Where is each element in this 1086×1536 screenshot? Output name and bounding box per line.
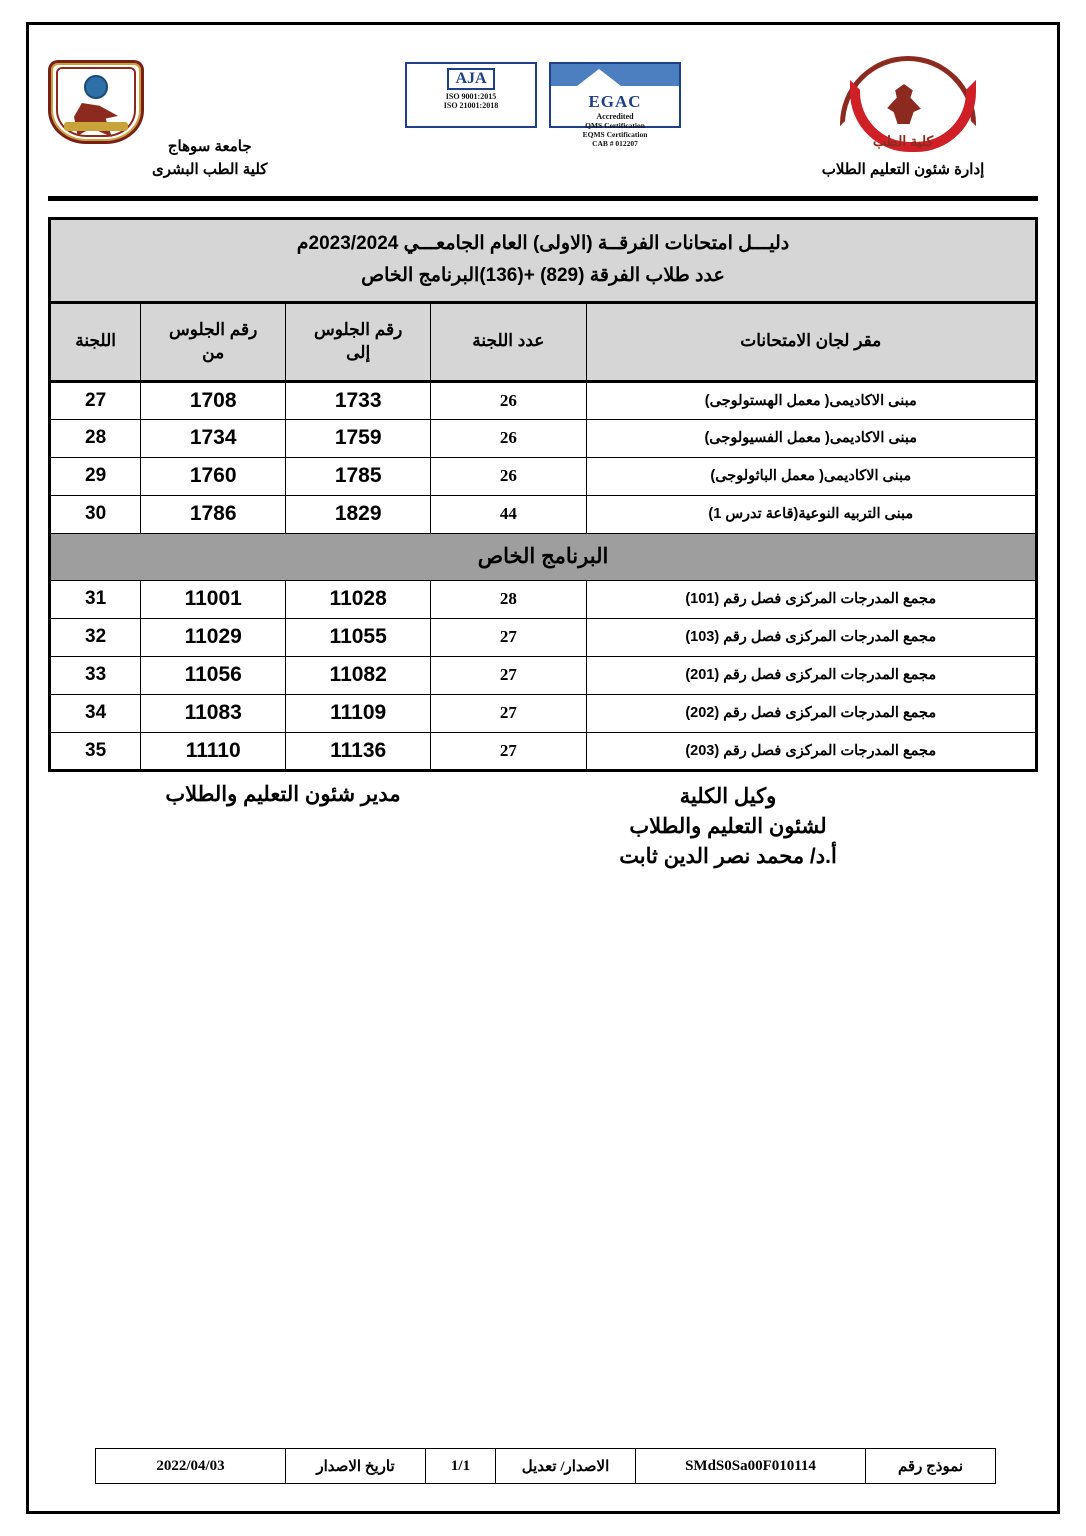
faculty-name: كلية الطب البشرى (152, 160, 268, 178)
exam-schedule-table (48, 217, 1038, 772)
footer-date-value: 2022/04/03 (96, 1449, 286, 1484)
cell-count: 26 (431, 381, 586, 419)
column-header-seat-from-line2: من (202, 342, 225, 362)
column-header-seat-from (141, 302, 286, 381)
cell-count: 28 (431, 580, 586, 618)
aja-certificate-icon (405, 62, 537, 128)
cell-seat-from: 11083 (141, 694, 286, 732)
footer-revision-value: 1/1 (426, 1449, 496, 1484)
cell-seat-from: 1760 (141, 457, 286, 495)
cell-room: مبنى التربيه النوعية(قاعة تدرس 1) (586, 495, 1036, 533)
cell-seat-to: 11028 (286, 580, 431, 618)
cell-room: مبنى الاكاديمى( معمل الهستولوجى) (586, 381, 1036, 419)
footer-table (95, 1448, 996, 1484)
column-header-committee: اللجنة (50, 302, 141, 381)
table-title-row (50, 219, 1037, 303)
cell-committee: 31 (50, 580, 141, 618)
footer-form-no-value: SMdS0Sa00F010114 (636, 1449, 866, 1484)
egac-certificate-icon (549, 62, 681, 148)
cell-room: مجمع المدرجات المركزى فصل رقم (202) (586, 694, 1036, 732)
cell-seat-to: 1785 (286, 457, 431, 495)
cell-room: مبنى الاكاديمى( معمل الباثولوجى) (586, 457, 1036, 495)
cell-seat-to: 11055 (286, 618, 431, 656)
cell-count: 44 (431, 495, 586, 533)
footer-row (96, 1449, 996, 1484)
cell-count: 27 (431, 656, 586, 694)
table-header-row (50, 302, 1037, 381)
signature-vice-dean-name: أ.د/ محمد نصر الدين ثابت (619, 845, 837, 869)
document-footer (96, 1448, 996, 1484)
footer-date-label: تاريخ الاصدار (286, 1449, 426, 1484)
faculty-logo-label: كلية الطب (872, 133, 934, 149)
signature-vice-dean-line2: لشئون التعليم والطلاب (629, 815, 827, 839)
signature-block (48, 782, 1038, 873)
signature-vice-dean-line1: وكيل الكلية (679, 784, 777, 808)
university-name-block (152, 40, 267, 181)
cell-room: مجمع المدرجات المركزى فصل رقم (101) (586, 580, 1036, 618)
department-label: إدارة شئون التعليم الطلاب (821, 161, 985, 178)
cell-seat-to: 11109 (286, 694, 431, 732)
column-header-seat-from-line1: رقم الجلوس (168, 319, 258, 339)
cell-seat-to: 11082 (286, 656, 431, 694)
aja-iso21001-label: ISO 21001:2018 (443, 101, 499, 110)
cell-committee: 30 (50, 495, 141, 533)
document-header (48, 40, 1038, 190)
faculty-of-medicine-logo-icon (828, 54, 978, 150)
column-header-seat-to-line1: رقم الجلوس (313, 319, 403, 339)
cell-seat-to: 1829 (286, 495, 431, 533)
university-name: جامعة سوهاج (167, 138, 252, 155)
cell-committee: 34 (50, 694, 141, 732)
cell-seat-to: 1759 (286, 419, 431, 457)
cell-seat-from: 11001 (141, 580, 286, 618)
cell-committee: 33 (50, 656, 141, 694)
cell-count: 27 (431, 694, 586, 732)
university-identity (48, 40, 318, 181)
cell-seat-to: 11136 (286, 732, 431, 770)
cell-room: مجمع المدرجات المركزى فصل رقم (203) (586, 732, 1036, 770)
cell-seat-from: 11029 (141, 618, 286, 656)
cell-seat-to: 1733 (286, 381, 431, 419)
cell-committee: 27 (50, 381, 141, 419)
cell-seat-from: 1734 (141, 419, 286, 457)
table-title-line1: دليـــل امتحانات الفرقــة (الاولى) العام الجامعـــي 2023/2024م (296, 233, 790, 254)
table-title (50, 219, 1037, 303)
signature-director: مدير شئون التعليم والطلاب (165, 782, 401, 806)
aja-iso9001-label: ISO 9001:2015 (445, 92, 497, 101)
aja-mark-label: AJA (447, 68, 494, 90)
cell-count: 27 (431, 732, 586, 770)
cell-committee: 35 (50, 732, 141, 770)
faculty-identity (768, 40, 1038, 178)
table-section-row (50, 533, 1037, 580)
egac-eqms-label: EQMS Certification (582, 130, 648, 139)
table-row (50, 419, 1037, 457)
cell-room: مجمع المدرجات المركزى فصل رقم (103) (586, 618, 1036, 656)
table-row (50, 381, 1037, 419)
cell-count: 26 (431, 457, 586, 495)
cell-room: مجمع المدرجات المركزى فصل رقم (201) (586, 656, 1036, 694)
cell-room: مبنى الاكاديمى( معمل الفسيولوجى) (586, 419, 1036, 457)
table-row (50, 457, 1037, 495)
egac-accredited-label: Accredited (596, 112, 634, 121)
table-row (50, 495, 1037, 533)
table-row (50, 618, 1037, 656)
cell-seat-from: 1786 (141, 495, 286, 533)
header-divider (48, 196, 1038, 201)
signature-vice-dean (518, 782, 938, 873)
cell-committee: 32 (50, 618, 141, 656)
university-crest-icon (48, 60, 144, 144)
egac-mark-label: EGAC (588, 92, 642, 111)
cell-seat-from: 1708 (141, 381, 286, 419)
table-row (50, 694, 1037, 732)
column-header-room: مقر لجان الامتحانات (586, 302, 1036, 381)
footer-form-no-label: نموذج رقم (866, 1449, 996, 1484)
column-header-count: عدد اللجنة (431, 302, 586, 381)
column-header-seat-to-line2: إلى (346, 342, 371, 362)
accreditation-logos (378, 40, 708, 148)
egac-cab-label: CAB # 012207 (592, 139, 638, 148)
table-row (50, 580, 1037, 618)
cell-count: 26 (431, 419, 586, 457)
column-header-seat-to (286, 302, 431, 381)
table-row (50, 732, 1037, 770)
document-content (48, 40, 1038, 873)
cell-seat-from: 11056 (141, 656, 286, 694)
cell-committee: 28 (50, 419, 141, 457)
table-row (50, 656, 1037, 694)
section-label: البرنامج الخاص (50, 533, 1037, 580)
table-title-line2: عدد طلاب الفرقة (829) +(136)البرنامج الخاص (361, 265, 725, 287)
egac-qms-label: QMS Certification (585, 121, 645, 130)
footer-revision-label: الاصدار/ تعديل (496, 1449, 636, 1484)
cell-count: 27 (431, 618, 586, 656)
cell-committee: 29 (50, 457, 141, 495)
cell-seat-from: 11110 (141, 732, 286, 770)
